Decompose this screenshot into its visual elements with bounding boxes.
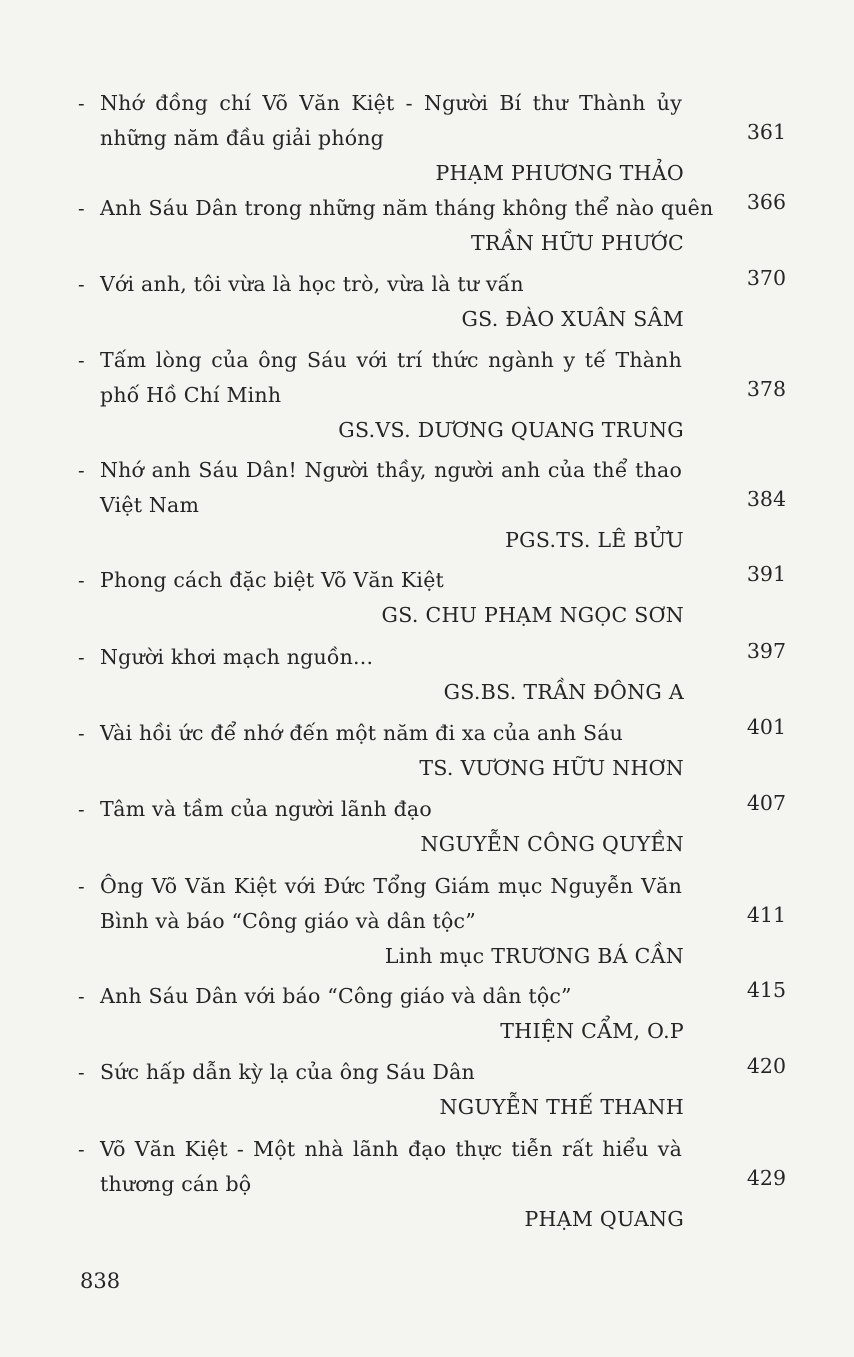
entry-author: TS. VƯƠNG HỮU NHƠN — [419, 756, 684, 780]
entry-page-number: 429 — [746, 1166, 786, 1190]
entry-title-line: Vài hồi ức để nhớ đến một năm đi xa của anh Sáu — [100, 721, 624, 745]
entry-page-number: 391 — [746, 562, 786, 586]
entry-page-number: 384 — [746, 487, 786, 511]
entry-page-number: 366 — [746, 190, 786, 214]
entry-dash: - — [78, 722, 85, 745]
entry-page-number: 415 — [746, 978, 786, 1002]
entry-author: NGUYỄN THẾ THANH — [439, 1095, 684, 1119]
entry-title-line: Võ Văn Kiệt - Một nhà lãnh đạo thực tiễn rất hiểu và — [100, 1137, 682, 1161]
entry-dash: - — [78, 569, 85, 592]
entry-author: NGUYỄN CÔNG QUYỀN — [420, 832, 684, 856]
entry-author: PGS.TS. LÊ BỬU — [505, 528, 684, 552]
entry-title-line: Tâm và tầm của người lãnh đạo — [100, 797, 432, 821]
entry-author: GS. CHU PHẠM NGỌC SƠN — [381, 603, 684, 627]
entry-page-number: 420 — [746, 1054, 786, 1078]
entry-dash: - — [78, 1061, 85, 1084]
entry-dash: - — [78, 798, 85, 821]
entry-title-line: Người khơi mạch nguồn... — [100, 645, 374, 669]
entry-title-line: Tấm lòng của ông Sáu với trí thức ngành y tế Thành — [100, 348, 682, 372]
entry-dash: - — [78, 349, 85, 372]
entry-title-line: phố Hồ Chí Minh — [100, 383, 282, 407]
entry-title-line: Phong cách đặc biệt Võ Văn Kiệt — [100, 568, 444, 592]
entry-title-line: những năm đầu giải phóng — [100, 126, 385, 150]
entry-title-line: Ông Võ Văn Kiệt với Đức Tổng Giám mục Nguyễn Văn — [100, 874, 682, 898]
entry-page-number: 378 — [746, 377, 786, 401]
entry-title-line: Anh Sáu Dân trong những năm tháng không thể nào quên — [100, 196, 714, 220]
entry-page-number: 370 — [746, 266, 786, 290]
entry-dash: - — [78, 459, 85, 482]
entry-page-number: 361 — [746, 120, 786, 144]
entry-page-number: 397 — [746, 639, 786, 663]
entry-title-line: Bình và báo “Công giáo và dân tộc” — [100, 909, 476, 933]
entry-dash: - — [78, 273, 85, 296]
entry-page-number: 411 — [746, 903, 786, 927]
entry-dash: - — [78, 875, 85, 898]
page-number: 838 — [80, 1269, 121, 1293]
entry-author: GS.VS. DƯƠNG QUANG TRUNG — [338, 418, 684, 442]
entry-dash: - — [78, 197, 85, 220]
entry-author: GS. ĐÀO XUÂN SÂM — [461, 307, 684, 331]
entry-page-number: 407 — [746, 791, 786, 815]
entry-title-line: thương cán bộ — [100, 1172, 252, 1196]
entry-title-line: Sức hấp dẫn kỳ lạ của ông Sáu Dân — [100, 1060, 475, 1084]
entry-dash: - — [78, 646, 85, 669]
entry-author: GS.BS. TRẦN ĐÔNG A — [443, 680, 684, 704]
entry-author: PHẠM QUANG — [524, 1207, 684, 1231]
entry-title-line: Việt Nam — [100, 493, 200, 517]
entry-author: TRẦN HỮU PHƯỚC — [471, 231, 684, 255]
entry-page-number: 401 — [746, 715, 786, 739]
entry-dash: - — [78, 1138, 85, 1161]
entry-title-line: Nhớ đồng chí Võ Văn Kiệt - Người Bí thư Thành ủy — [100, 91, 682, 115]
entry-title-line: Nhớ anh Sáu Dân! Người thầy, người anh của thể thao — [100, 458, 682, 482]
entry-author: PHẠM PHƯƠNG THẢO — [435, 161, 684, 185]
entry-dash: - — [78, 985, 85, 1008]
entry-author: Linh mục TRƯƠNG BÁ CẦN — [384, 944, 684, 968]
entry-title-line: Với anh, tôi vừa là học trò, vừa là tư vấn — [100, 272, 524, 296]
entry-title-line: Anh Sáu Dân với báo “Công giáo và dân tộc” — [100, 984, 572, 1008]
entry-author: THIỆN CẨM, O.P — [500, 1019, 684, 1043]
entry-dash: - — [78, 92, 85, 115]
